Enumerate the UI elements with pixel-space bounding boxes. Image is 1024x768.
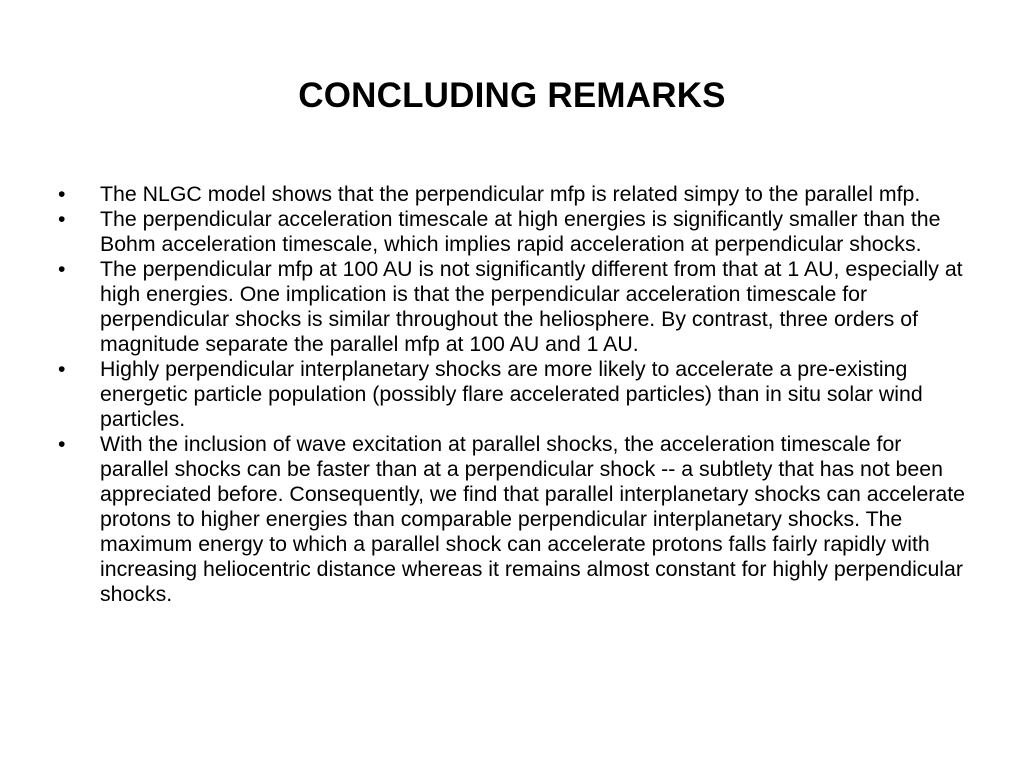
- bullet-text: Highly perpendicular interplanetary shocks are more likely to accelerate a pre-existing energetic particle population (possibly flare accelerated particles) than in situ solar wind particles.: [100, 357, 923, 431]
- slide-title: CONCLUDING REMARKS: [298, 76, 726, 115]
- bullet-marker: •: [58, 182, 66, 206]
- bullet-text: With the inclusion of wave excitation at parallel shocks, the acceleration timescale for parallel shocks can be faster than at a perpendicular shock -- a subtlety that has not been appreciated before. Consequently, we find that parallel interplanetary shocks can accelerate protons to higher energies than comparable perpendicular interplanetary shocks. The maximum energy to which a parallel shock can accelerate protons falls fairly rapidly with increasing heliocentric distance whereas it remains almost constant for highly perpendicular shocks.: [100, 432, 966, 606]
- bullet-item-2: [58, 207, 968, 257]
- bullet-list: [58, 182, 968, 607]
- bullet-text: The perpendicular mfp at 100 AU is not significantly different from that at 1 AU, especially at high energies. One implication is that the perpendicular acceleration timescale for perpendicular shocks is similar throughout the heliosphere. By contrast, three orders of magnitude separate the parallel mfp at 100 AU and 1 AU.: [100, 257, 963, 356]
- bullet-marker: •: [58, 257, 66, 281]
- bullet-item-4: [58, 357, 968, 432]
- bullet-item-1: [58, 182, 968, 207]
- bullet-item-3: [58, 257, 968, 357]
- bullet-text: The perpendicular acceleration timescale at high energies is significantly smaller than the Bohm acceleration timescale, which implies rapid acceleration at perpendicular shocks.: [100, 207, 941, 256]
- bullet-marker: •: [58, 207, 66, 231]
- bullet-marker: •: [58, 432, 66, 456]
- bullet-item-5: [58, 432, 968, 607]
- bullet-marker: •: [58, 357, 66, 381]
- bullet-text: The NLGC model shows that the perpendicular mfp is related simpy to the parallel mfp.: [100, 182, 921, 206]
